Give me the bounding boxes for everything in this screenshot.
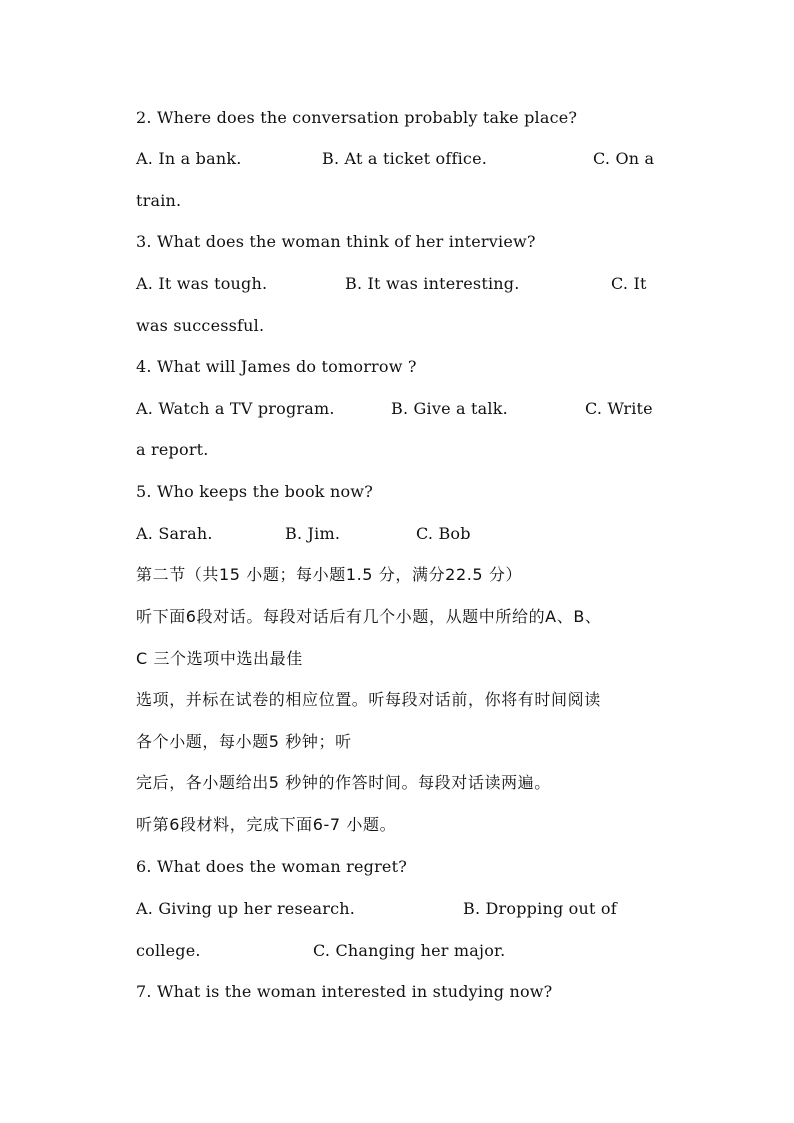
question-3-option-c: C. It xyxy=(611,274,647,293)
question-6-option-a: A. Giving up her research. xyxy=(136,899,356,918)
question-4-option-c-continued: a report. xyxy=(136,440,209,459)
question-5-option-a: A. Sarah. xyxy=(136,524,213,543)
question-7-stem: 7. What is the woman interested in studying now? xyxy=(136,982,553,1001)
question-5-stem: 5. Who keeps the book now? xyxy=(136,482,373,501)
section-2-instructions-line-4: 各个小题，每小题5 秒钟；听 xyxy=(136,732,352,751)
section-2-title: 第二节（共15 小题；每小题1.5 分，满分22.5 分） xyxy=(136,565,523,584)
question-5-option-b: B. Jim. xyxy=(285,524,341,543)
section-2-instructions-line-2: C 三个选项中选出最佳 xyxy=(136,649,303,668)
question-4-option-b: B. Give a talk. xyxy=(391,399,508,418)
question-6-stem: 6. What does the woman regret? xyxy=(136,857,407,876)
question-3-option-c-continued: was successful. xyxy=(136,316,265,335)
question-4-stem: 4. What will James do tomorrow ? xyxy=(136,357,417,376)
section-2-instructions-line-3: 选项，并标在试卷的相应位置。听每段对话前，你将有时间阅读 xyxy=(136,690,601,709)
question-2-option-a: A. In a bank. xyxy=(136,149,242,168)
question-2-option-c: C. On a xyxy=(593,149,655,168)
section-2-instructions-line-5: 完后，各小题给出5 秒钟的作答时间。每段对话读两遍。 xyxy=(136,773,551,792)
question-6-option-c: C. Changing her major. xyxy=(313,941,506,960)
question-2-option-c-continued: train. xyxy=(136,191,182,210)
section-2-instructions-line-1: 听下面6段对话。每段对话后有几个小题，从题中所给的A、B、 xyxy=(136,607,602,626)
question-2-option-b: B. At a ticket office. xyxy=(322,149,488,168)
question-4-option-a: A. Watch a TV program. xyxy=(136,399,335,418)
question-5-option-c: C. Bob xyxy=(416,524,471,543)
question-3-stem: 3. What does the woman think of her interview? xyxy=(136,232,536,251)
question-6-option-b: B. Dropping out of xyxy=(463,899,617,918)
material-6-heading: 听第6段材料，完成下面6-7 小题。 xyxy=(136,815,397,834)
question-6-option-b-continued: college. xyxy=(136,941,201,960)
question-4-option-c: C. Write xyxy=(585,399,653,418)
question-3-option-b: B. It was interesting. xyxy=(345,274,520,293)
question-3-option-a: A. It was tough. xyxy=(136,274,268,293)
question-2-stem: 2. Where does the conversation probably take place? xyxy=(136,108,578,127)
